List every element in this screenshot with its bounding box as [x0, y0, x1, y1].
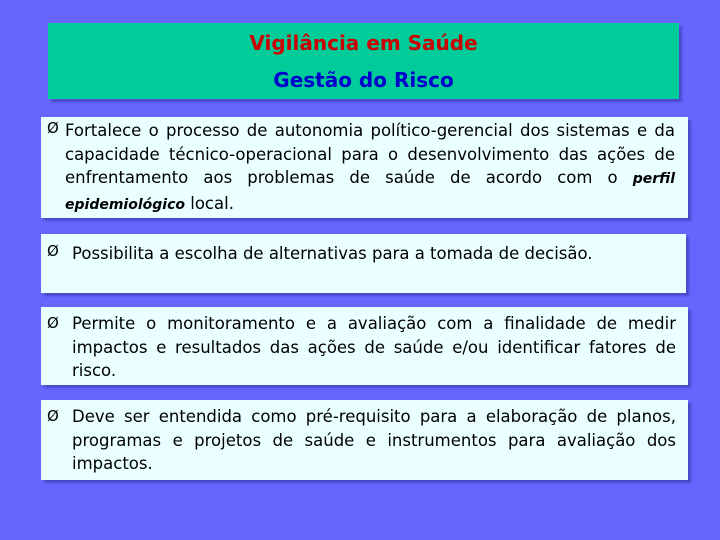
bullet-box-1 — [41, 117, 688, 218]
bullet-text-4: Deve ser entendida como pré-requisito para a elaboração de planos, programas e projetos de saúde e instrumentos para avaliação dos impactos. — [72, 407, 676, 473]
bullet-box-3 — [41, 307, 688, 385]
arrow-bullet-icon: Ø — [47, 314, 59, 332]
bullet-text-3: Permite o monitoramento e a avaliação com a finalidade de medir impactos e resultados das ações de saúde e/ou identificar fatores de risco. — [72, 314, 676, 380]
bullet-text-1 — [65, 119, 675, 217]
bullet-box-2 — [41, 234, 686, 293]
arrow-bullet-icon: Ø — [47, 119, 59, 137]
bullet-text-1-emphasis: perfil epidemiológico — [65, 171, 675, 213]
bullet-text-1-part-a: Fortalece o processo de autonomia político-gerencial dos sistemas e da capacidade técnico-operacional para o desenvolvimento das ações de enfrentamento aos problemas de saúde de acordo com o — [65, 121, 675, 187]
header-banner — [48, 23, 679, 99]
bullet-box-4 — [41, 400, 688, 480]
arrow-bullet-icon: Ø — [47, 242, 59, 260]
slide-title: Vigilância em Saúde — [249, 31, 478, 55]
bullet-text-2: Possibilita a escolha de alternativas para a tomada de decisão. — [72, 244, 593, 263]
arrow-bullet-icon: Ø — [47, 407, 59, 425]
bullet-text-1-part-b: local. — [185, 193, 234, 213]
slide-subtitle: Gestão do Risco — [273, 68, 454, 92]
